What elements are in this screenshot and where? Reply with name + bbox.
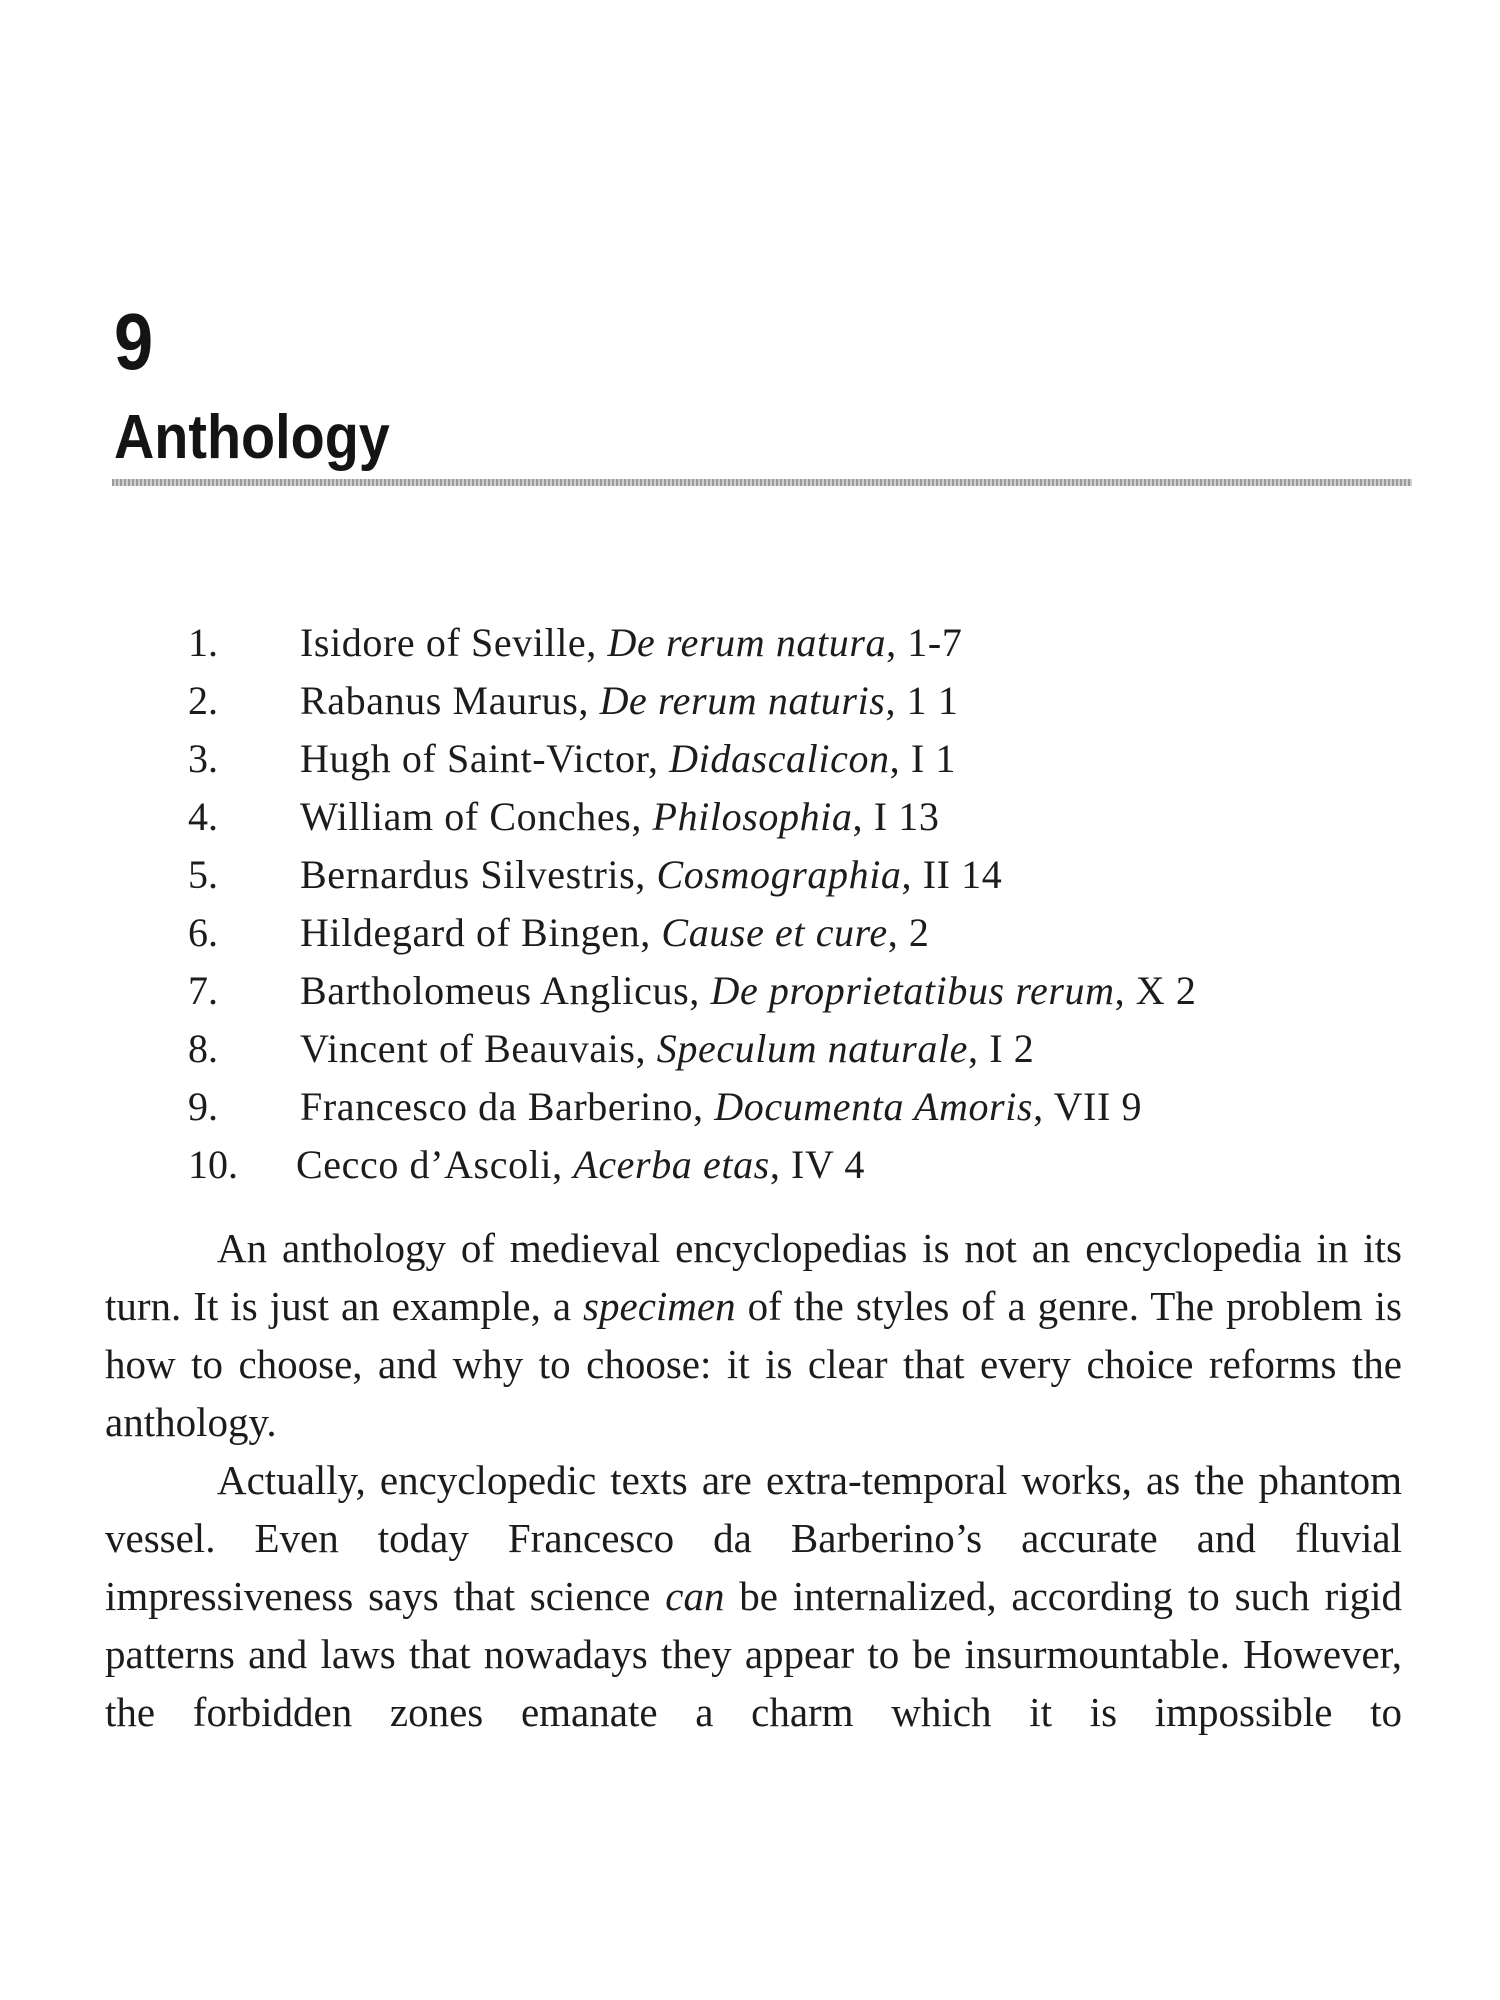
toc-reference: , 1-7 xyxy=(886,620,963,665)
toc-number: 7. xyxy=(188,968,218,1013)
toc-number: 4. xyxy=(188,794,218,839)
toc-entry xyxy=(300,904,930,962)
paragraph-text: of the styles of a genre. The problem is how to choose, and why to choose: it is clear that every choice reforms the anthology. xyxy=(105,1283,1402,1445)
toc-item xyxy=(0,1020,1500,1078)
chapter-number: 9 xyxy=(114,297,155,386)
emphasis: specimen xyxy=(583,1283,736,1329)
body-text xyxy=(105,1219,1402,1741)
toc-author: Hugh of Saint-Victor, xyxy=(300,736,670,781)
anthology-contents-list xyxy=(0,614,1500,1194)
toc-entry xyxy=(300,788,939,846)
paragraph-text: Actually, encyclopedic texts are extra-temporal works, as the phantom vessel. Even today Francesco da Barberino’s accurate and fluvial impressiveness says that science xyxy=(105,1457,1402,1619)
toc-item xyxy=(0,614,1500,672)
toc-work-title: Acerba etas xyxy=(573,1142,770,1187)
toc-reference: , I 2 xyxy=(968,1026,1035,1071)
toc-reference: , X 2 xyxy=(1114,968,1197,1013)
toc-item xyxy=(0,904,1500,962)
toc-work-title: Cosmographia xyxy=(656,852,902,897)
toc-reference: , I 13 xyxy=(852,794,940,839)
toc-item xyxy=(0,1136,1500,1194)
toc-item xyxy=(0,962,1500,1020)
toc-item xyxy=(0,672,1500,730)
toc-entry xyxy=(300,672,958,730)
toc-author: Isidore of Seville, xyxy=(300,620,608,665)
toc-author: Cecco d’Ascoli, xyxy=(296,1142,574,1187)
toc-work-title: De proprietatibus rerum xyxy=(710,968,1115,1013)
toc-entry xyxy=(296,1136,865,1194)
toc-author: Bartholomeus Anglicus, xyxy=(300,968,711,1013)
toc-number: 9. xyxy=(188,1084,218,1129)
toc-number: 5. xyxy=(188,852,218,897)
toc-number: 3. xyxy=(188,736,218,781)
emphasis: can xyxy=(665,1573,725,1619)
toc-entry xyxy=(300,1020,1034,1078)
toc-work-title: Philosophia xyxy=(652,794,853,839)
toc-reference: , I 1 xyxy=(889,736,956,781)
toc-number: 10. xyxy=(188,1142,238,1187)
toc-entry xyxy=(300,846,1002,904)
toc-work-title: De rerum natura xyxy=(607,620,887,665)
toc-number: 2. xyxy=(188,678,218,723)
toc-work-title: Didascalicon xyxy=(669,736,890,781)
toc-reference: , IV 4 xyxy=(769,1142,865,1187)
toc-entry xyxy=(300,1078,1142,1136)
toc-entry xyxy=(300,614,962,672)
paragraph xyxy=(105,1451,1402,1741)
toc-reference: , 1 1 xyxy=(885,678,959,723)
toc-work-title: Cause et cure xyxy=(661,910,888,955)
toc-work-title: De rerum naturis xyxy=(599,678,886,723)
toc-author: Rabanus Maurus, xyxy=(300,678,600,723)
paragraph-text: An anthology of medieval encyclopedias is not an encyclopedia in its turn. It is just an example, a xyxy=(105,1225,1402,1329)
toc-author: Bernardus Silvestris, xyxy=(300,852,657,897)
toc-reference: , II 14 xyxy=(901,852,1003,897)
toc-author: William of Conches, xyxy=(300,794,653,839)
chapter-title: Anthology xyxy=(114,403,390,472)
toc-reference: , VII 9 xyxy=(1033,1084,1143,1129)
toc-item xyxy=(0,730,1500,788)
paragraph-text: be internalized, according to such rigid patterns and laws that nowadays they appear to be insurmountable. However, the forbidden zones emanate a charm which it is impossible to xyxy=(105,1573,1403,1735)
toc-author: Vincent of Beauvais, xyxy=(300,1026,657,1071)
toc-item xyxy=(0,846,1500,904)
toc-work-title: Speculum naturale xyxy=(656,1026,969,1071)
toc-work-title: Documenta Amoris xyxy=(714,1084,1034,1129)
title-rule xyxy=(112,479,1412,486)
toc-author: Hildegard of Bingen, xyxy=(300,910,662,955)
toc-author: Francesco da Barberino, xyxy=(300,1084,715,1129)
toc-reference: , 2 xyxy=(887,910,930,955)
toc-number: 6. xyxy=(188,910,218,955)
toc-number: 1. xyxy=(188,620,218,665)
toc-item xyxy=(0,788,1500,846)
toc-entry xyxy=(300,962,1197,1020)
toc-entry xyxy=(300,730,956,788)
paragraph xyxy=(105,1219,1402,1451)
toc-number: 8. xyxy=(188,1026,218,1071)
toc-item xyxy=(0,1078,1500,1136)
